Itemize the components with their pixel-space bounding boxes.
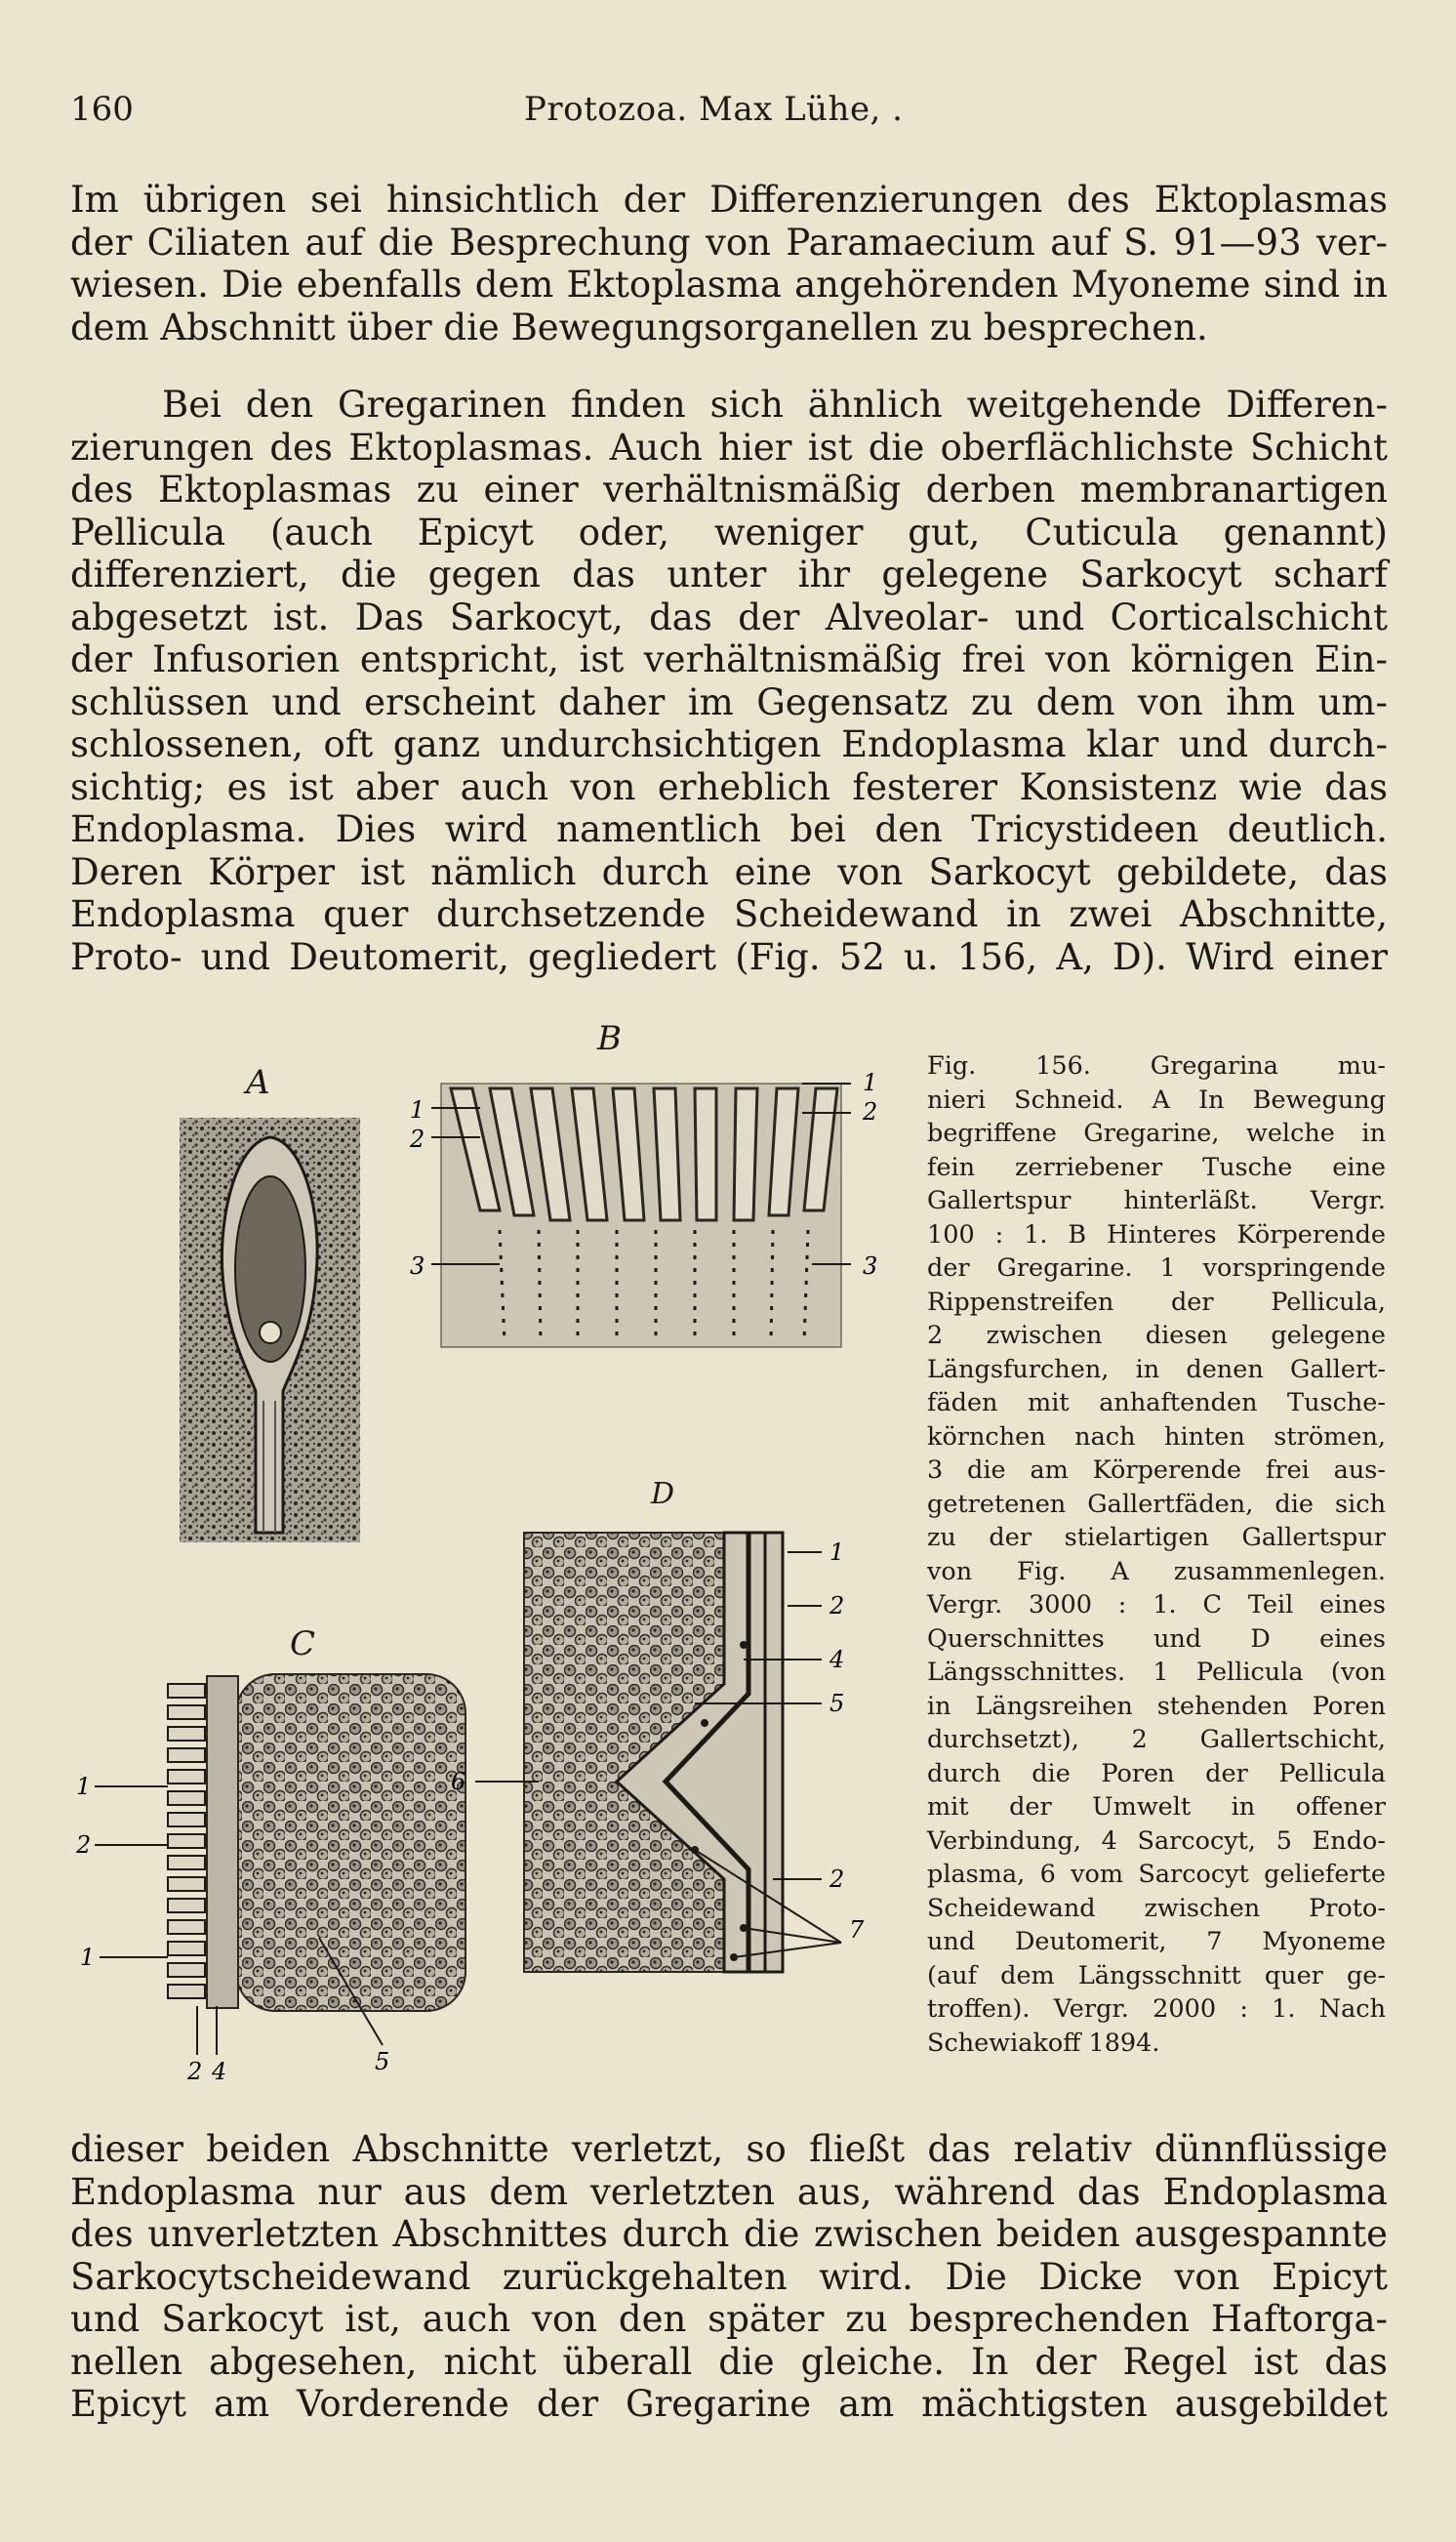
text-line: abgesetzt ist. Das Sarkocyt, das der Alveolar- und Corticalschicht <box>70 595 1388 638</box>
caption-line: durchsetzt), 2 Gallertschicht, <box>927 1725 1386 1754</box>
text-line: Sarkocytscheidewand zurückgehalten wird. Die Dicke von Epicyt <box>70 2255 1388 2298</box>
caption-line: Scheidewand zwischen Proto- <box>927 1893 1386 1923</box>
text-line: sichtig; es ist aber auch von erheblich festerer Konsistenz wie das <box>70 765 1388 808</box>
running-head: Protozoa. Max Lühe, . <box>524 90 904 129</box>
panel-label-c: C <box>290 1624 316 1663</box>
caption-line: fäden mit anhaftenden Tusche- <box>927 1388 1386 1417</box>
gregarine-nucleus <box>260 1322 281 1343</box>
callout-1: 1 <box>80 1944 96 1971</box>
panel-label-b: B <box>597 1020 622 1058</box>
caption-line: 100 : 1. B Hinteres Körperende <box>927 1219 1386 1250</box>
panel-c-pellicula-pores <box>168 1684 205 1998</box>
figure-caption <box>927 1049 1386 2060</box>
callout-4: 4 <box>212 2058 227 2085</box>
caption-line: von Fig. A zusammenlegen. <box>927 1556 1386 1586</box>
caption-line: plasma, 6 vom Sarcocyt gelieferte <box>927 1860 1386 1889</box>
text-line: Deren Körper ist nämlich durch eine von Sarkocyt gebildete, das <box>70 850 1388 893</box>
caption-line: (auf dem Längsschnitt quer ge- <box>927 1960 1386 1990</box>
text-line: Bei den Gregarinen finden sich ähnlich weitgehende Differen- <box>162 384 1388 426</box>
text-line: des Ektoplasmas zu einer verhältnismäßig derben membranartigen <box>70 469 1388 511</box>
callout-2: 2 <box>829 1592 845 1620</box>
caption-line: körnchen nach hinten strömen, <box>927 1421 1386 1452</box>
text-line: Im übrigen sei hinsichtlich der Differenzierungen des Ektoplasmas <box>70 179 1388 221</box>
caption-line: mit der Umwelt in offener <box>927 1792 1386 1822</box>
caption-line: Gallertspur hinterläßt. Vergr. <box>927 1186 1386 1215</box>
callout-6: 6 <box>451 1768 466 1795</box>
caption-line: 2 zwischen diesen gelegene <box>927 1321 1386 1350</box>
text-line: wiesen. Die ebenfalls dem Ektoplasma angehörenden Myoneme sind in <box>70 264 1388 306</box>
panel-c-sarcocyt <box>207 1676 238 2008</box>
callout-3: 3 <box>410 1252 425 1280</box>
caption-line: nieri Schneid. A In Bewegung <box>927 1085 1386 1115</box>
caption-line: 3 die am Körperende frei aus- <box>927 1456 1386 1485</box>
panel-c-endoplasma <box>236 1674 465 2011</box>
caption-line: Querschnittes und D eines <box>927 1623 1386 1654</box>
caption-line: troffen). Vergr. 2000 : 1. Nach <box>927 1994 1386 2024</box>
caption-line: in Längsreihen stehenden Poren <box>927 1691 1386 1721</box>
caption-line: durch die Poren der Pellicula <box>927 1758 1386 1788</box>
caption-line: Fig. 156. Gregarina mu- <box>927 1051 1386 1081</box>
text-line: differenziert, die gegen das unter ihr gelegene Sarkocyt scharf <box>70 554 1388 595</box>
caption-line: fein zerriebener Tusche eine <box>927 1152 1386 1182</box>
text-line: des unverletzten Abschnittes durch die zwischen beiden ausgespannte <box>70 2213 1388 2255</box>
callout-2: 2 <box>187 2058 203 2085</box>
callout-1: 1 <box>76 1773 92 1800</box>
paragraph-ciliates <box>70 179 1388 348</box>
caption-line: zu der stielartigen Gallertspur <box>927 1523 1386 1552</box>
callout-1: 1 <box>863 1069 878 1096</box>
callout-3: 3 <box>863 1252 878 1280</box>
caption-line: getretenen Gallertfäden, die sich <box>927 1489 1386 1519</box>
caption-line: Verbindung, 4 Sarcocyt, 5 Endo- <box>927 1825 1386 1856</box>
text-line: nellen abgesehen, nicht überall die gleiche. In der Regel ist das <box>70 2340 1388 2383</box>
text-line: Proto- und Deutomerit, gegliedert (Fig. 52 u. 156, A, D). Wird einer <box>70 935 1388 978</box>
text-line: und Sarkocyt ist, auch von den später zu besprechenden Haftorga- <box>70 2298 1388 2340</box>
callout-2: 2 <box>76 1831 92 1859</box>
text-line: Endoplasma. Dies wird namentlich bei den Tricystideen deutlich. <box>70 808 1388 850</box>
figure-156 <box>70 1020 1388 2094</box>
panel-label-a: A <box>246 1063 270 1102</box>
panel-label-d: D <box>651 1477 675 1511</box>
text-line: dieser beiden Abschnitte verletzt, so fließt das relativ dünnflüssige <box>70 2128 1388 2170</box>
caption-line: begriffene Gregarine, welche in <box>927 1119 1386 1148</box>
figure-illustration <box>70 1020 949 2094</box>
callout-2: 2 <box>863 1098 878 1126</box>
callout-5: 5 <box>829 1690 845 1717</box>
text-line: dem Abschnitt über die Bewegungsorganellen zu besprechen. <box>70 306 1208 348</box>
callout-1: 1 <box>829 1538 845 1566</box>
text-line: der Ciliaten auf die Besprechung von Paramaecium auf S. 91—93 ver- <box>70 221 1388 264</box>
text-line: der Infusorien entspricht, ist verhältnismäßig frei von körnigen Ein- <box>70 638 1388 680</box>
callout-7: 7 <box>849 1916 865 1944</box>
caption-line: Vergr. 3000 : 1. C Teil eines <box>927 1590 1386 1620</box>
caption-line: und Deutomerit, 7 Myoneme <box>927 1927 1386 1956</box>
text-line: schlüssen und erscheint daher im Gegensatz zu dem von ihm um- <box>70 680 1388 723</box>
callout-2: 2 <box>829 1866 845 1893</box>
text-line: Pellicula (auch Epicyt oder, weniger gut, Cuticula genannt) <box>70 511 1388 554</box>
caption-line: der Gregarine. 1 vorspringende <box>927 1253 1386 1283</box>
caption-line: Rippenstreifen der Pellicula, <box>927 1287 1386 1317</box>
text-line: zierungen des Ektoplasmas. Auch hier ist die oberflächlichste Schicht <box>70 426 1388 469</box>
callout-2: 2 <box>410 1126 425 1153</box>
page-header <box>70 90 1386 139</box>
callout-5: 5 <box>375 2048 390 2075</box>
text-line: Endoplasma nur aus dem verletzten aus, während das Endoplasma <box>70 2170 1388 2213</box>
text-line: Epicyt am Vorderende der Gregarine am mächtigsten ausgebildet <box>70 2383 1388 2425</box>
callout-4: 4 <box>829 1646 845 1673</box>
callout-1: 1 <box>410 1096 425 1124</box>
text-line: schlossenen, oft ganz undurchsichtigen Endoplasma klar und durch- <box>70 723 1388 765</box>
paragraph-continuation <box>70 2128 1388 2426</box>
paragraph-gregarines <box>70 384 1388 978</box>
text-line: Endoplasma quer durchsetzende Scheidewand in zwei Abschnitte, <box>70 893 1388 935</box>
page-number: 160 <box>70 90 134 129</box>
caption-line: Längsschnittes. 1 Pellicula (von <box>927 1658 1386 1687</box>
caption-line: Längsfurchen, in denen Gallert- <box>927 1354 1386 1384</box>
caption-line: Schewiakoff 1894. <box>927 2028 1160 2058</box>
